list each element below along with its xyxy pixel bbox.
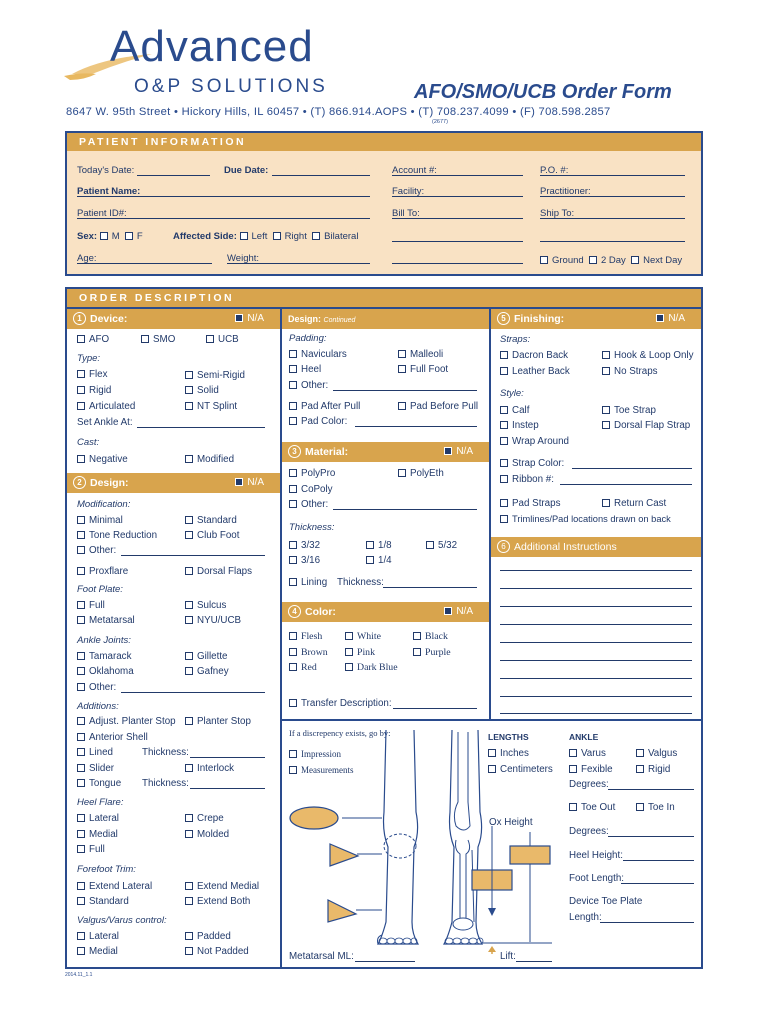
modified-checkbox[interactable]: Modified bbox=[185, 454, 234, 465]
due-date-field[interactable] bbox=[272, 175, 370, 176]
left-checkbox[interactable]: Left bbox=[240, 231, 268, 242]
tongue-checkbox[interactable]: Tongue bbox=[77, 778, 121, 789]
type-label: Type: bbox=[77, 353, 101, 364]
flex-checkbox[interactable]: Flex bbox=[77, 369, 108, 380]
ankle-other-checkbox[interactable]: Other: bbox=[77, 682, 116, 693]
metatarsal-checkbox[interactable]: Metatarsal bbox=[77, 615, 135, 626]
molded-checkbox[interactable]: Molded bbox=[185, 829, 229, 840]
design-na-checkbox[interactable]: N/A bbox=[235, 473, 264, 493]
bill-to-field-3[interactable] bbox=[392, 263, 523, 264]
heel-height-label: Heel Height: bbox=[569, 850, 623, 861]
planter-stop-checkbox[interactable]: Planter Stop bbox=[185, 716, 251, 727]
next-day-checkbox[interactable]: Next Day bbox=[631, 255, 682, 266]
full-foot-checkbox[interactable]: Full Foot bbox=[398, 364, 448, 375]
valgus-checkbox[interactable]: Valgus bbox=[636, 748, 677, 759]
weight-label: Weight: bbox=[227, 253, 260, 264]
toe-strap-checkbox[interactable]: Toe Strap bbox=[602, 405, 656, 416]
account-field[interactable] bbox=[392, 175, 523, 176]
facility-label: Facility: bbox=[392, 186, 425, 197]
leather-back-checkbox[interactable]: Leather Back bbox=[500, 366, 570, 377]
hook-loop-checkbox[interactable]: Hook & Loop Only bbox=[602, 350, 694, 361]
age-field[interactable] bbox=[77, 263, 212, 264]
negative-checkbox[interactable]: Negative bbox=[77, 454, 128, 465]
material-other-checkbox[interactable]: Other: bbox=[289, 499, 328, 510]
standard-checkbox[interactable]: Standard bbox=[185, 515, 237, 526]
wrap-around-checkbox[interactable]: Wrap Around bbox=[500, 436, 569, 447]
patient-name-field[interactable] bbox=[77, 196, 370, 197]
po-label: P.O. #: bbox=[540, 165, 569, 176]
shipping-row bbox=[540, 255, 682, 266]
afo-checkbox[interactable]: AFO bbox=[77, 334, 109, 345]
heel-height-field[interactable] bbox=[623, 860, 694, 861]
interlock-checkbox[interactable]: Interlock bbox=[185, 763, 234, 774]
facility-field[interactable] bbox=[392, 196, 523, 197]
color-na-checkbox[interactable]: N/A bbox=[444, 602, 473, 622]
order-description-header: ORDER DESCRIPTION bbox=[67, 289, 701, 307]
rigid-checkbox[interactable]: Rigid bbox=[77, 385, 111, 396]
lift-field[interactable] bbox=[516, 961, 552, 962]
extend-lateral-checkbox[interactable]: Extend Lateral bbox=[77, 881, 152, 892]
tongue-thickness-field[interactable] bbox=[190, 788, 265, 789]
smo-checkbox[interactable]: SMO bbox=[141, 334, 175, 345]
sex-label: Sex: bbox=[77, 231, 98, 242]
material-header: 3 Material: N/A bbox=[282, 442, 489, 462]
polyeth-checkbox[interactable]: PolyEth bbox=[398, 468, 444, 479]
sex-row bbox=[77, 231, 143, 242]
vv-medial-checkbox[interactable]: Medial bbox=[77, 946, 118, 957]
aops-code: (2677) bbox=[432, 119, 448, 125]
red-checkbox[interactable]: Red bbox=[289, 662, 317, 673]
bill-to-field[interactable] bbox=[392, 218, 523, 219]
purple-checkbox[interactable]: Purple bbox=[413, 647, 451, 658]
lined-checkbox[interactable]: Lined bbox=[77, 747, 113, 758]
ribbon-checkbox[interactable]: Ribbon #: bbox=[500, 474, 554, 485]
due-date-label: Due Date: bbox=[224, 165, 269, 176]
thickness-label: Thickness: bbox=[289, 522, 335, 533]
additional-instructions-header: 6 Additional Instructions bbox=[491, 537, 701, 557]
return-cast-checkbox[interactable]: Return Cast bbox=[602, 498, 666, 509]
sex-f-checkbox[interactable]: F bbox=[125, 231, 143, 242]
not-padded-checkbox[interactable]: Not Padded bbox=[185, 946, 249, 957]
ankle-other-field[interactable] bbox=[121, 692, 265, 693]
other-checkbox[interactable]: Other: bbox=[77, 545, 116, 556]
nt-splint-checkbox[interactable]: NT Splint bbox=[185, 401, 237, 412]
cast-label: Cast: bbox=[77, 437, 100, 448]
design-continued-header: Design: Continued bbox=[282, 309, 489, 329]
trimlines-checkbox[interactable]: Trimlines/Pad locations drawn on back bbox=[500, 514, 671, 524]
dark-blue-checkbox[interactable]: Dark Blue bbox=[345, 662, 398, 673]
anterior-shell-checkbox[interactable]: Anterior Shell bbox=[77, 732, 148, 743]
lined-thickness-label: Thickness: bbox=[142, 747, 189, 758]
foot-length-field[interactable] bbox=[621, 883, 694, 884]
lengths-label: LENGTHS bbox=[488, 732, 529, 742]
ankle-label: ANKLE bbox=[569, 732, 599, 742]
flesh-checkbox[interactable]: Flesh bbox=[289, 631, 322, 642]
device-header: 1 Device: N/A bbox=[67, 309, 280, 329]
white-checkbox[interactable]: White bbox=[345, 631, 381, 642]
articulated-checkbox[interactable]: Articulated bbox=[77, 401, 135, 412]
heel-full-checkbox[interactable]: Full bbox=[77, 844, 105, 855]
inches-checkbox[interactable]: Inches bbox=[488, 748, 529, 759]
instruction-line-7[interactable] bbox=[500, 678, 692, 679]
thickness-1-8-checkbox[interactable]: 1/8 bbox=[366, 540, 392, 551]
adjust-planter-stop-checkbox[interactable]: Adjust. Planter Stop bbox=[77, 716, 176, 727]
minimal-checkbox[interactable]: Minimal bbox=[77, 515, 123, 526]
impression-checkbox[interactable]: Impression bbox=[289, 749, 341, 759]
ucb-checkbox[interactable]: UCB bbox=[206, 334, 239, 345]
varus-checkbox[interactable]: Varus bbox=[569, 748, 606, 759]
degrees-label: Degrees: bbox=[569, 779, 609, 790]
padding-other-field[interactable] bbox=[333, 390, 477, 391]
transfer-description-checkbox[interactable]: Transfer Description: bbox=[289, 698, 392, 709]
foot-length-label: Foot Length: bbox=[569, 873, 625, 884]
ankle-rigid-checkbox[interactable]: Rigid bbox=[636, 764, 670, 775]
right-checkbox[interactable]: Right bbox=[273, 231, 307, 242]
metatarsal-ml-label: Metatarsal ML: bbox=[289, 951, 354, 962]
toes-right-icon bbox=[445, 938, 483, 944]
thickness-3-32-checkbox[interactable]: 3/32 bbox=[289, 540, 320, 551]
solid-checkbox[interactable]: Solid bbox=[185, 385, 219, 396]
finishing-na-checkbox[interactable]: N/A bbox=[656, 309, 685, 329]
straps-label: Straps: bbox=[500, 334, 531, 345]
instep-checkbox[interactable]: Instep bbox=[500, 420, 539, 431]
no-straps-checkbox[interactable]: No Straps bbox=[602, 366, 658, 377]
transfer-description-field[interactable] bbox=[393, 708, 477, 709]
patient-information-header: PATIENT INFORMATION bbox=[67, 133, 701, 151]
toe-in-checkbox[interactable]: Toe In bbox=[636, 802, 675, 813]
semi-rigid-checkbox[interactable]: Semi-Rigid bbox=[185, 370, 245, 381]
padding-label: Padding: bbox=[289, 333, 327, 344]
polypro-checkbox[interactable]: PolyPro bbox=[289, 468, 335, 479]
calf-checkbox[interactable]: Calf bbox=[500, 405, 529, 416]
degrees-2-field[interactable] bbox=[608, 836, 694, 837]
patient-id-field[interactable] bbox=[77, 218, 370, 219]
logo bbox=[62, 22, 332, 110]
device-toe-plate-label: Device Toe Plate bbox=[569, 896, 643, 907]
heel-medial-checkbox[interactable]: Medial bbox=[77, 829, 118, 840]
lining-thickness-field[interactable] bbox=[383, 587, 477, 588]
black-checkbox[interactable]: Black bbox=[413, 631, 448, 642]
patient-id-label: Patient ID#: bbox=[77, 208, 127, 219]
pad-straps-checkbox[interactable]: Pad Straps bbox=[500, 498, 560, 509]
sulcus-checkbox[interactable]: Sulcus bbox=[185, 600, 226, 611]
proxflare-checkbox[interactable]: Proxflare bbox=[77, 566, 128, 577]
lining-checkbox[interactable]: Lining bbox=[289, 577, 327, 588]
ground-checkbox[interactable]: Ground bbox=[540, 255, 584, 266]
material-other-field[interactable] bbox=[333, 509, 477, 510]
lining-thickness-label: Thickness: bbox=[337, 577, 384, 588]
affected-side-label: Affected Side: bbox=[173, 231, 237, 242]
naviculars-checkbox[interactable]: Naviculars bbox=[289, 349, 347, 360]
measurements-checkbox[interactable]: Measurements bbox=[289, 765, 353, 775]
pad-before-pull-checkbox[interactable]: Pad Before Pull bbox=[398, 401, 478, 412]
set-ankle-field[interactable] bbox=[137, 427, 265, 428]
account-label: Account #: bbox=[392, 165, 437, 176]
gillette-checkbox[interactable]: Gillette bbox=[185, 651, 228, 662]
malleoli-checkbox[interactable]: Malleoli bbox=[398, 349, 443, 360]
thickness-5-32-checkbox[interactable]: 5/32 bbox=[426, 540, 457, 551]
bilateral-checkbox[interactable]: Bilateral bbox=[312, 231, 358, 242]
pad-after-pull-checkbox[interactable]: Pad After Pull bbox=[289, 401, 360, 412]
instruction-line-4[interactable] bbox=[500, 624, 692, 625]
centimeters-checkbox[interactable]: Centimeters bbox=[488, 764, 553, 775]
ship-to-field-2[interactable] bbox=[540, 241, 685, 242]
degrees-field[interactable] bbox=[608, 789, 694, 790]
dorsal-flap-strap-checkbox[interactable]: Dorsal Flap Strap bbox=[602, 420, 690, 431]
logo-wordmark: Advanced bbox=[110, 22, 314, 71]
additions-label: Additions: bbox=[77, 701, 119, 712]
toes-left-icon bbox=[379, 938, 417, 944]
weight-field[interactable] bbox=[227, 263, 370, 264]
gafney-checkbox[interactable]: Gafney bbox=[185, 666, 229, 677]
oklahoma-checkbox[interactable]: Oklahoma bbox=[77, 666, 134, 677]
flexible-checkbox[interactable]: Fexible bbox=[569, 764, 613, 775]
pink-checkbox[interactable]: Pink bbox=[345, 647, 375, 658]
form-title: AFO/SMO/UCB Order Form bbox=[414, 81, 672, 103]
heel-checkbox[interactable]: Heel bbox=[289, 364, 321, 375]
patient-name-label: Patient Name: bbox=[77, 186, 141, 197]
forefoot-standard-checkbox[interactable]: Standard bbox=[77, 896, 129, 907]
age-label: Age: bbox=[77, 253, 97, 264]
strap-color-field[interactable] bbox=[572, 468, 692, 469]
instruction-line-8[interactable] bbox=[500, 696, 692, 697]
tamarack-checkbox[interactable]: Tamarack bbox=[77, 651, 131, 662]
material-na-checkbox[interactable]: N/A bbox=[444, 442, 473, 462]
extend-both-checkbox[interactable]: Extend Both bbox=[185, 896, 250, 907]
other-field[interactable] bbox=[121, 555, 265, 556]
design-header: 2 Design: N/A bbox=[67, 473, 280, 493]
instruction-line-5[interactable] bbox=[500, 642, 692, 643]
style-label: Style: bbox=[500, 388, 524, 399]
crepe-checkbox[interactable]: Crepe bbox=[185, 813, 224, 824]
instruction-line-3[interactable] bbox=[500, 606, 692, 607]
lift-label: Lift: bbox=[500, 951, 516, 962]
instruction-line-1[interactable] bbox=[500, 570, 692, 571]
ankle-joints-label: Ankle Joints: bbox=[77, 635, 131, 646]
ship-to-field[interactable] bbox=[540, 218, 685, 219]
device-na-checkbox[interactable]: N/A bbox=[235, 309, 264, 329]
practitioner-label: Practitioner: bbox=[540, 186, 591, 197]
heel-lateral-checkbox[interactable]: Lateral bbox=[77, 813, 119, 824]
pad-color-field[interactable] bbox=[355, 426, 477, 427]
club-foot-checkbox[interactable]: Club Foot bbox=[185, 530, 239, 541]
finishing-header: 5 Finishing: N/A bbox=[491, 309, 701, 329]
po-field[interactable] bbox=[540, 175, 685, 176]
toe-out-checkbox[interactable]: Toe Out bbox=[569, 802, 615, 813]
sex-m-checkbox[interactable]: M bbox=[100, 231, 120, 242]
length-field[interactable] bbox=[600, 922, 694, 923]
ox-height-label: Ox Height bbox=[489, 817, 533, 828]
full-checkbox[interactable]: Full bbox=[77, 600, 105, 611]
modification-label: Modification: bbox=[77, 499, 131, 510]
logo-subtitle: O&P SOLUTIONS bbox=[134, 76, 328, 97]
nyu-ucb-checkbox[interactable]: NYU/UCB bbox=[185, 615, 241, 626]
thickness-3-16-checkbox[interactable]: 3/16 bbox=[289, 555, 320, 566]
discrepancy-label: If a discrepency exists, go by: bbox=[289, 728, 391, 738]
instruction-line-9[interactable] bbox=[500, 713, 692, 714]
affected-side-row bbox=[173, 231, 358, 242]
copoly-checkbox[interactable]: CoPoly bbox=[289, 484, 333, 495]
pad-color-checkbox[interactable]: Pad Color: bbox=[289, 416, 347, 427]
patient-information-panel bbox=[65, 131, 703, 276]
vv-lateral-checkbox[interactable]: Lateral bbox=[77, 931, 119, 942]
padded-checkbox[interactable]: Padded bbox=[185, 931, 231, 942]
bill-to-field-2[interactable] bbox=[392, 241, 523, 242]
ship-to-label: Ship To: bbox=[540, 208, 575, 219]
slider-checkbox[interactable]: Slider bbox=[77, 763, 114, 774]
practitioner-field[interactable] bbox=[540, 196, 685, 197]
color-header: 4 Color: N/A bbox=[282, 602, 489, 622]
forefoot-trim-label: Forefoot Trim: bbox=[77, 864, 136, 875]
valgus-varus-label: Valgus/Varus control: bbox=[77, 915, 167, 926]
two-day-checkbox[interactable]: 2 Day bbox=[589, 255, 626, 266]
dorsal-flaps-checkbox[interactable]: Dorsal Flaps bbox=[185, 566, 252, 577]
set-ankle-label: Set Ankle At: bbox=[77, 417, 133, 428]
heel-flare-label: Heel Flare: bbox=[77, 797, 124, 808]
bill-to-label: Bill To: bbox=[392, 208, 420, 219]
extend-medial-checkbox[interactable]: Extend Medial bbox=[185, 881, 259, 892]
footer-code: 2014.11_1.1 bbox=[65, 972, 93, 978]
todays-date-field[interactable] bbox=[137, 175, 210, 176]
length-label: Length: bbox=[569, 912, 602, 923]
lined-thickness-field[interactable] bbox=[190, 757, 265, 758]
instruction-line-6[interactable] bbox=[500, 660, 692, 661]
todays-date-label: Today's Date: bbox=[77, 165, 135, 176]
tone-reduction-checkbox[interactable]: Tone Reduction bbox=[77, 530, 157, 541]
dacron-back-checkbox[interactable]: Dacron Back bbox=[500, 350, 568, 361]
thickness-1-4-checkbox[interactable]: 1/4 bbox=[366, 555, 392, 566]
brown-checkbox[interactable]: Brown bbox=[289, 647, 328, 658]
degrees-2-label: Degrees: bbox=[569, 826, 609, 837]
strap-color-checkbox[interactable]: Strap Color: bbox=[500, 458, 564, 469]
metatarsal-ml-field[interactable] bbox=[355, 961, 415, 962]
contact-line: 8647 W. 95th Street • Hickory Hills, IL 60457 • (T) 866.914.AOPS • (T) 708.237.4099 • (F) 708.598.2857 bbox=[66, 106, 611, 118]
padding-other-checkbox[interactable]: Other: bbox=[289, 380, 328, 391]
tongue-thickness-label: Thickness: bbox=[142, 778, 189, 789]
ribbon-field[interactable] bbox=[560, 484, 692, 485]
foot-plate-label: Foot Plate: bbox=[77, 584, 123, 595]
instruction-line-2[interactable] bbox=[500, 588, 692, 589]
